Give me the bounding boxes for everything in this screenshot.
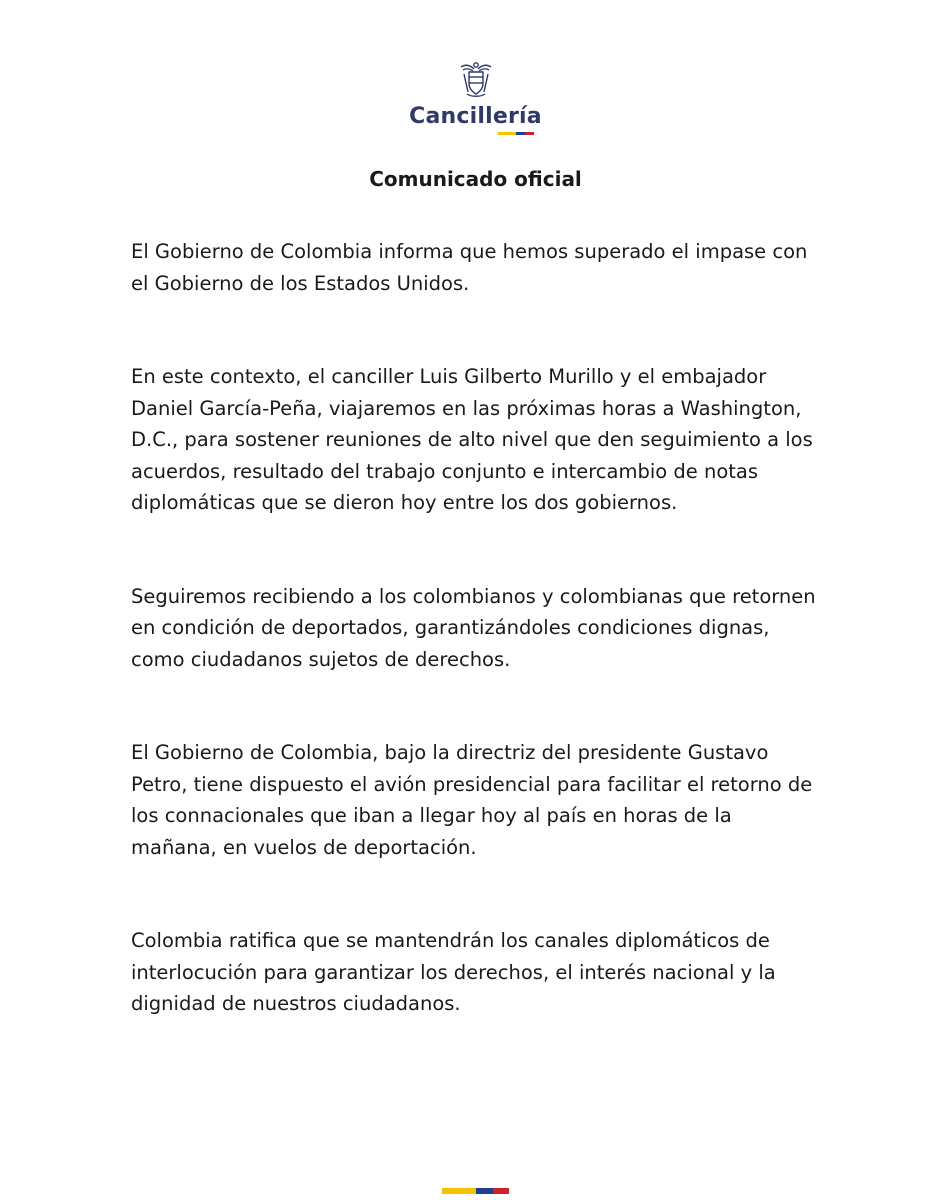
paragraph-2: En este contexto, el canciller Luis Gilberto Murillo y el embajador Daniel García-Peña, viajaremos en las próximas horas a Washington, D.C., para sostener reuniones de alto nivel que den seguimiento a los acuerdos, resultado del trabajo conjunto e intercambio de notas diplomáticas que se dieron hoy entre los dos gobiernos. — [131, 365, 813, 514]
document-title: Comunicado oficial — [369, 167, 582, 191]
document-body — [131, 236, 821, 1082]
cancilleria-logo — [0, 58, 951, 135]
footer-flag-bar — [442, 1188, 509, 1194]
paragraph-3: Seguiremos recibiendo a los colombianos y colombianas que retornen en condición de deportados, garantizándoles condiciones dignas, como ciudadanos sujetos de derechos. — [131, 584, 816, 671]
brand-name: Cancillería — [409, 104, 542, 129]
coat-of-arms-icon — [455, 58, 497, 100]
paragraph-5: Colombia ratifica que se mantendrán los canales diplomáticos de interlocución para garantizar los derechos, el interés nacional y la dignidad de nuestros ciudadanos. — [131, 929, 776, 1015]
brand-flag-bar — [498, 132, 534, 135]
paragraph-1: El Gobierno de Colombia informa que hemos superado el impase con el Gobierno de los Estados Unidos. — [131, 240, 808, 295]
paragraph-4: El Gobierno de Colombia, bajo la directriz del presidente Gustavo Petro, tiene dispuesto el avión presidencial para facilitar el retorno de los connacionales que iban a llegar hoy al país en horas de la mañana, en vuelos de deportación. — [131, 741, 813, 859]
